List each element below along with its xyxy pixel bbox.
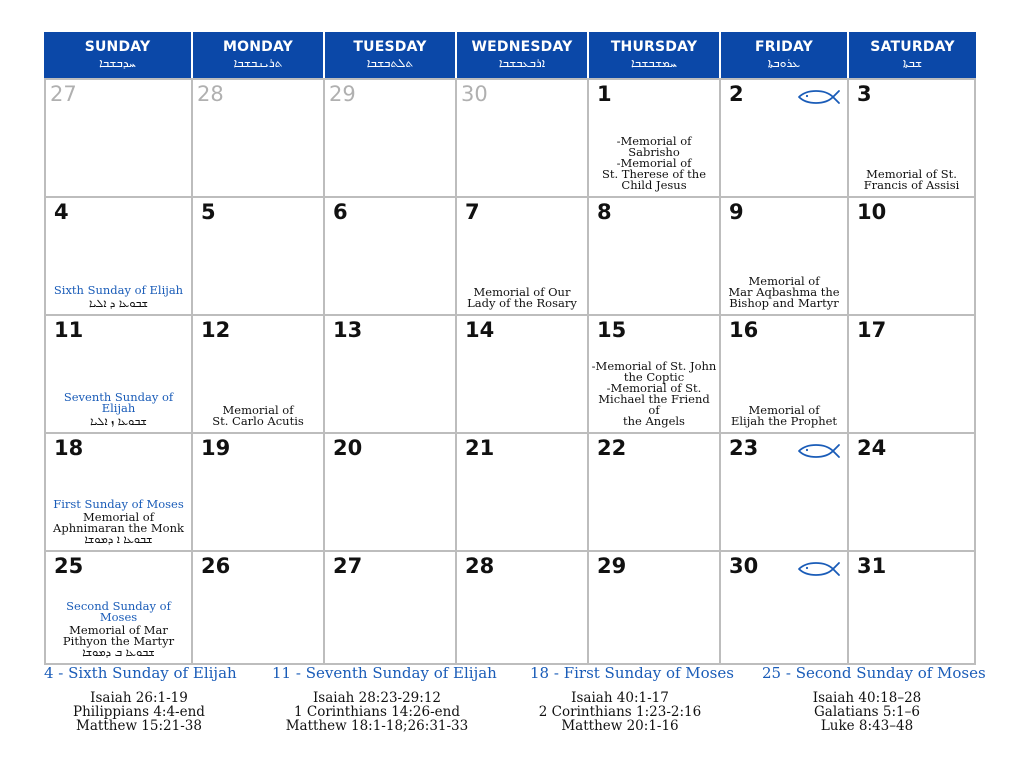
week-row bbox=[46, 316, 976, 434]
day-number: 11 bbox=[54, 318, 84, 342]
day-cell[interactable] bbox=[46, 552, 193, 663]
day-cell[interactable] bbox=[589, 434, 721, 550]
weekday-syriac: ܬܠܬܒܫܒܐ bbox=[366, 56, 414, 70]
day-cell[interactable] bbox=[46, 316, 193, 432]
day-event bbox=[48, 601, 189, 658]
reading-title: 18 - First Sunday of Moses bbox=[530, 664, 734, 682]
day-cell[interactable] bbox=[457, 198, 589, 314]
day-cell[interactable] bbox=[849, 80, 976, 196]
day-cell[interactable] bbox=[721, 434, 849, 550]
reading-title: 25 - Second Sunday of Moses bbox=[762, 664, 986, 682]
syriac-text: ܫܒܘܥܐ ܕ ܐܠܝܐ bbox=[89, 297, 148, 310]
fish-icon bbox=[797, 88, 841, 106]
reading-title: 11 - Seventh Sunday of Elijah bbox=[272, 664, 497, 682]
memorial-text: Memorial of Mar Pithyon the Martyr bbox=[62, 623, 175, 648]
weekday-name: THURSDAY bbox=[610, 39, 698, 55]
day-cell[interactable] bbox=[46, 198, 193, 314]
day-number: 16 bbox=[729, 318, 759, 342]
day-number: 1 bbox=[597, 82, 612, 106]
day-event bbox=[591, 361, 717, 427]
weekday-name: WEDNESDAY bbox=[471, 39, 573, 55]
weekday-name: TUESDAY bbox=[353, 39, 427, 55]
day-number: 27 bbox=[333, 554, 363, 578]
weekday-name: SATURDAY bbox=[870, 39, 955, 55]
reading-list: Isaiah 28:23-29:12 1 Corinthians 14:26-end Matthew 18:1-18;26:31-33 bbox=[285, 690, 469, 734]
day-number: 30 bbox=[729, 554, 759, 578]
memorial-text: Memorial of St. Francis of Assisi bbox=[863, 167, 960, 192]
memorial-text: -Memorial of Sabrisho -Memorial of St. Therese of the Child Jesus bbox=[601, 134, 707, 192]
day-cell[interactable] bbox=[721, 316, 849, 432]
day-cell[interactable] bbox=[457, 80, 589, 196]
week-row bbox=[46, 434, 976, 552]
week-row bbox=[46, 80, 976, 198]
week-row bbox=[46, 198, 976, 316]
weekday-saturday bbox=[849, 32, 976, 78]
day-number: 30 bbox=[461, 82, 488, 106]
day-number: 15 bbox=[597, 318, 627, 342]
day-event bbox=[591, 136, 717, 191]
weekday-monday bbox=[193, 32, 325, 78]
reading-block bbox=[44, 664, 237, 734]
memorial-text: -Memorial of St. John the Coptic -Memorial of St. Michael the Friend of the Angels bbox=[591, 359, 717, 428]
day-cell[interactable] bbox=[589, 552, 721, 663]
reading-block bbox=[272, 664, 497, 734]
weekday-name: FRIDAY bbox=[754, 39, 813, 55]
day-cell[interactable] bbox=[46, 434, 193, 550]
weekday-syriac: ܫܒܬܐ bbox=[902, 56, 923, 70]
weekday-syriac: ܥܪܘܒܬܐ bbox=[767, 56, 801, 70]
reading-list: Isaiah 40:18–28 Galatians 5:1–6 Luke 8:43–48 bbox=[812, 690, 922, 734]
day-event bbox=[723, 276, 845, 309]
day-number: 28 bbox=[465, 554, 495, 578]
sunday-title: First Sunday of Moses bbox=[53, 497, 184, 511]
day-number: 29 bbox=[597, 554, 627, 578]
day-cell[interactable] bbox=[457, 552, 589, 663]
day-number: 6 bbox=[333, 200, 348, 224]
day-number: 5 bbox=[201, 200, 216, 224]
day-number: 13 bbox=[333, 318, 363, 342]
day-cell[interactable] bbox=[721, 552, 849, 663]
day-event bbox=[851, 169, 972, 191]
memorial-text: Memorial of Aphnimaran the Monk bbox=[53, 510, 184, 535]
day-cell[interactable] bbox=[849, 552, 976, 663]
day-number: 4 bbox=[54, 200, 69, 224]
day-number: 31 bbox=[857, 554, 887, 578]
fish-icon bbox=[797, 442, 841, 460]
day-number: 22 bbox=[597, 436, 627, 460]
week-row bbox=[46, 552, 976, 665]
day-cell[interactable] bbox=[589, 316, 721, 432]
reading-title: 4 - Sixth Sunday of Elijah bbox=[44, 664, 237, 682]
fish-icon bbox=[797, 560, 841, 578]
day-number: 10 bbox=[857, 200, 887, 224]
calendar-grid bbox=[44, 78, 976, 665]
day-number: 19 bbox=[201, 436, 231, 460]
readings-footer bbox=[44, 664, 986, 764]
day-cell[interactable] bbox=[849, 434, 976, 550]
day-cell[interactable] bbox=[849, 198, 976, 314]
reading-list: Isaiah 40:1-17 2 Corinthians 1:23-2:16 Matthew 20:1-16 bbox=[538, 690, 702, 734]
weekday-thursday bbox=[589, 32, 721, 78]
day-cell[interactable] bbox=[193, 316, 325, 432]
day-number: 28 bbox=[197, 82, 224, 106]
weekday-header bbox=[44, 32, 976, 78]
day-cell[interactable] bbox=[193, 80, 325, 196]
day-cell[interactable] bbox=[325, 552, 457, 663]
day-cell[interactable] bbox=[457, 316, 589, 432]
day-event bbox=[48, 285, 189, 309]
day-cell[interactable] bbox=[193, 552, 325, 663]
day-event bbox=[48, 392, 189, 427]
day-number: 7 bbox=[465, 200, 480, 224]
memorial-text: Memorial of Elijah the Prophet bbox=[730, 403, 838, 428]
weekday-name: MONDAY bbox=[222, 39, 293, 55]
day-number: 18 bbox=[54, 436, 84, 460]
weekday-friday bbox=[721, 32, 849, 78]
day-number: 27 bbox=[50, 82, 77, 106]
day-number: 23 bbox=[729, 436, 759, 460]
memorial-text: Memorial of St. Carlo Acutis bbox=[212, 403, 304, 428]
day-cell[interactable] bbox=[589, 80, 721, 196]
day-cell[interactable] bbox=[457, 434, 589, 550]
day-cell[interactable] bbox=[721, 198, 849, 314]
day-number: 2 bbox=[729, 82, 744, 106]
day-cell[interactable] bbox=[325, 198, 457, 314]
day-cell[interactable] bbox=[325, 434, 457, 550]
day-event bbox=[723, 405, 845, 427]
day-cell[interactable] bbox=[325, 316, 457, 432]
day-number: 14 bbox=[465, 318, 495, 342]
syriac-text: ܫܒܘܥܐ ܒ ܕܡܘܫܐ bbox=[82, 646, 155, 659]
day-number: 24 bbox=[857, 436, 887, 460]
day-number: 20 bbox=[333, 436, 363, 460]
day-cell[interactable] bbox=[325, 80, 457, 196]
memorial-text: Memorial of Our Lady of the Rosary bbox=[467, 285, 577, 310]
day-cell[interactable] bbox=[193, 198, 325, 314]
day-number: 9 bbox=[729, 200, 744, 224]
day-number: 21 bbox=[465, 436, 495, 460]
syriac-text: ܫܒܘܥܐ ܐ ܕܡܘܫܐ bbox=[84, 533, 153, 546]
weekday-sunday bbox=[44, 32, 193, 78]
sunday-title: Seventh Sunday of Elijah bbox=[63, 390, 174, 415]
weekday-syriac: ܚܕܒܫܒܐ bbox=[99, 56, 136, 70]
day-number: 29 bbox=[329, 82, 356, 106]
calendar bbox=[44, 32, 976, 665]
sunday-title: Second Sunday of Moses bbox=[66, 599, 171, 624]
day-cell[interactable] bbox=[589, 198, 721, 314]
day-number: 26 bbox=[201, 554, 231, 578]
day-number: 8 bbox=[597, 200, 612, 224]
reading-block bbox=[530, 664, 734, 734]
weekday-syriac: ܬܪܝܢܒܫܒܐ bbox=[233, 56, 283, 70]
memorial-text: Memorial of Mar Aqbashma the Bishop and Martyr bbox=[728, 274, 840, 310]
weekday-wednesday bbox=[457, 32, 589, 78]
day-event bbox=[48, 499, 189, 545]
day-cell[interactable] bbox=[193, 434, 325, 550]
day-number: 3 bbox=[857, 82, 872, 106]
day-cell[interactable] bbox=[849, 316, 976, 432]
day-event bbox=[195, 405, 321, 427]
weekday-syriac: ܐܪܒܥܒܫܒܐ bbox=[498, 56, 546, 70]
weekday-tuesday bbox=[325, 32, 457, 78]
weekday-name: SUNDAY bbox=[84, 39, 151, 55]
day-number: 17 bbox=[857, 318, 887, 342]
day-cell[interactable] bbox=[721, 80, 849, 196]
syriac-text: ܫܒܘܥܐ ܙ ܐܠܝܐ bbox=[90, 415, 147, 428]
day-cell[interactable] bbox=[46, 80, 193, 196]
day-event bbox=[459, 287, 585, 309]
reading-block bbox=[762, 664, 986, 734]
day-number: 12 bbox=[201, 318, 231, 342]
day-number: 25 bbox=[54, 554, 84, 578]
weekday-syriac: ܚܡܫܒܫܒܐ bbox=[631, 56, 677, 70]
sunday-title: Sixth Sunday of Elijah bbox=[53, 283, 184, 297]
reading-list: Isaiah 26:1-19 Philippians 4:4-end Matthew 15:21-38 bbox=[73, 690, 205, 734]
